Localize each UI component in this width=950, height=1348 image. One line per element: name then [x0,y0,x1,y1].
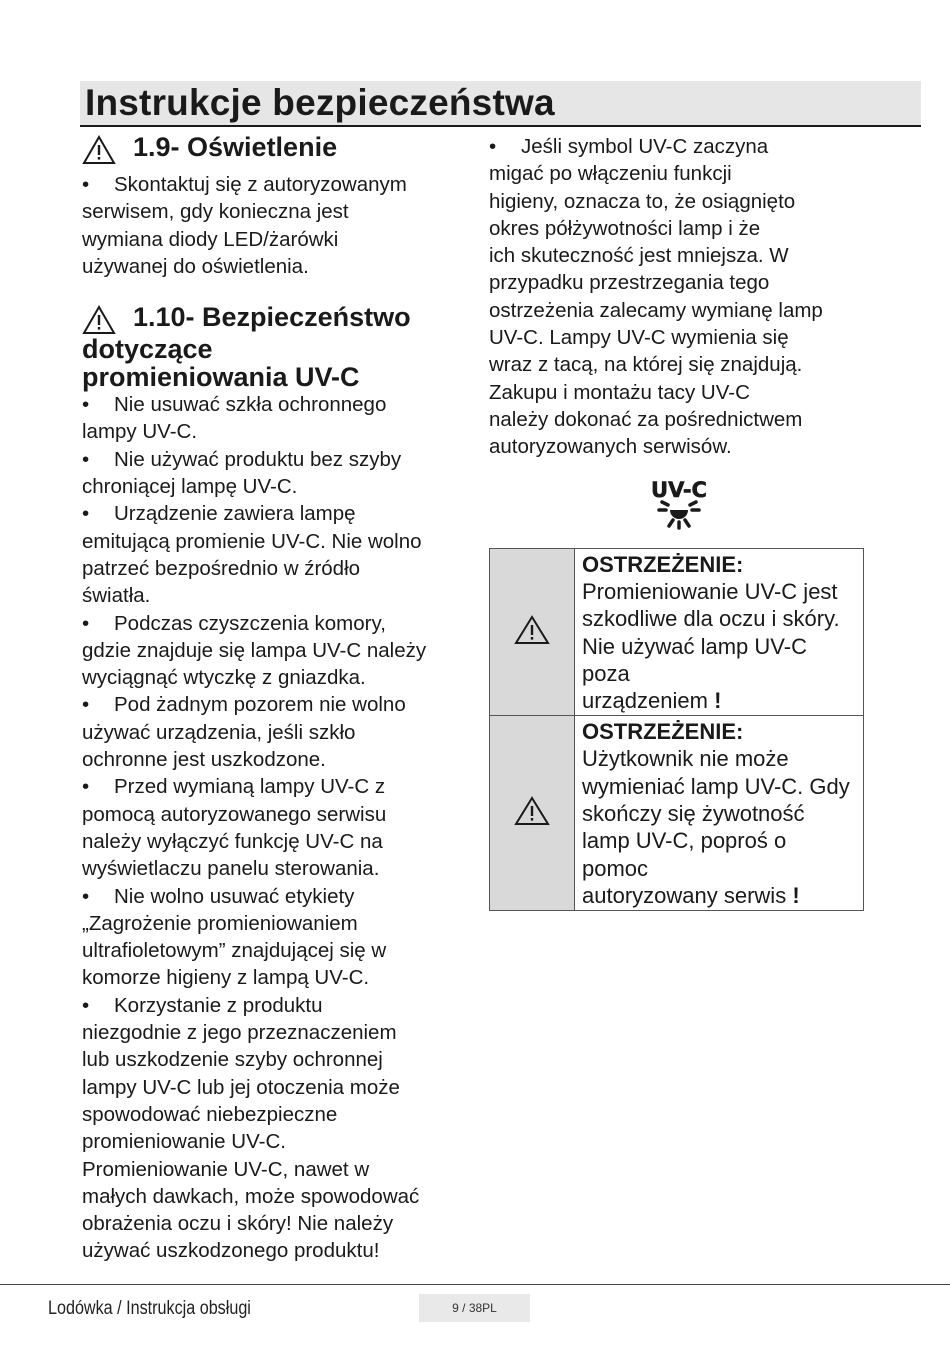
uv-c-lamp-icon [649,475,709,535]
bullet: • [82,993,90,1017]
section-1-10-line: ochronne jest uszkodzone. [82,748,326,772]
uvc-symbol-paragraph-line: higieny, oznacza to, że osiągnięto [489,189,796,213]
bullet: • [489,135,497,158]
warning-triangle-icon [514,615,550,645]
uvc-symbol-paragraph [489,133,869,461]
section-1-10-line: promieniowanie UV-C. [82,1130,286,1154]
warning-line: Nie używać lamp UV-C poza [582,633,807,686]
section-1-10-title-line3: promieniowania UV-C [82,362,360,393]
section-1-10-line: obrażenia oczu i skóry! Nie należy [82,1212,394,1236]
section-1-9-line: serwisem, gdy konieczna jest [82,200,349,224]
section-1-10-line: chroniącej lampę UV-C. [82,475,298,499]
section-1-10-line: gdzie znajduje się lampa UV-C należy [82,638,427,662]
section-1-10-line: niezgodnie z jego przeznaczeniem [82,1021,397,1045]
section-1-10-line: Promieniowanie UV-C, nawet w [82,1157,370,1181]
bullet: • [82,775,90,799]
warning-line: Promieniowanie UV-C jest [582,579,838,604]
footer-divider [0,1284,950,1285]
warning-exclamation: ! [714,688,722,714]
section-1-10-line: wyświetlaczu panelu sterowania. [82,857,380,881]
uvc-symbol-paragraph-line: • Jeśli symbol UV-C zaczyna [489,133,869,160]
warning-line: Użytkownik nie może [582,746,789,772]
section-1-10-line: małych dawkach, może spowodować [82,1184,420,1208]
section-1-10-line: pomocą autoryzowanego serwisu [82,802,387,826]
uvc-symbol-paragraph-line: Zakupu i montażu tacy UV-C [489,380,750,404]
section-1-10-line: używać uszkodzonego produktu! [82,1239,380,1263]
warning-exclamation: ! [792,882,800,908]
section-1-10-line: • Pod żadnym pozorem nie wolno [82,691,432,718]
uvc-symbol-paragraph-line: UV-C. Lampy UV-C wymienia się [489,326,789,350]
right-column [489,133,869,461]
bullet: • [82,447,90,471]
section-1-10-line: należy wyłączyć funkcję UV-C na [82,829,383,853]
section-1-10-line: używać urządzenia, jeśli szkło [82,720,356,744]
warning-line: skończy się żywotność [582,801,805,827]
section-1-10-line: • Podczas czyszczenia komory, [82,610,432,637]
uv-c-symbol-label: UV-C [651,478,707,502]
bullet: • [82,693,90,717]
bullet: • [82,173,90,196]
warning-icon-cell [490,549,575,716]
uvc-symbol-paragraph-line: ich skuteczność jest mniejsza. W [489,244,789,268]
bullet: • [82,884,90,908]
section-1-10-line: • Nie używać produktu bez szyby [82,446,432,473]
warning-line: urządzeniem ! [582,688,722,714]
warning-line: lamp UV-C, poproś o pomoc [582,828,787,881]
warning-triangle-icon [82,135,116,165]
section-1-10-line: lub uszkodzenie szyby ochronnej [82,1048,383,1072]
section-1-10-line: • Nie usuwać szkła ochronnego [82,391,432,418]
section-1-9-line: • Skontaktuj się z autoryzowanym [82,171,432,198]
bullet: • [82,502,90,526]
left-column [82,130,432,1265]
uvc-symbol-paragraph-line: wraz z tacą, na której się znajdują. [489,353,803,377]
section-1-9-line: wymiana diody LED/żarówki [82,227,339,251]
uvc-symbol-paragraph-line: należy dokonać za pośrednictwem [489,407,803,431]
section-1-10-body [82,391,432,1265]
footer-document-title: Lodówka / Instrukcja obsługi [48,1298,251,1319]
section-1-9-line: używanej do oświetlenia. [82,254,309,278]
warning-row [490,716,864,911]
warning-text-cell [575,549,864,716]
warning-title: OSTRZEŻENIE: [582,719,744,745]
section-1-10-line: patrzeć bezpośrednio w źródło [82,556,361,580]
uvc-symbol-paragraph-line: przypadku przestrzegania tego [489,271,770,295]
uvc-symbol-paragraph-line: ostrzeżenia zalecamy wymianę lamp [489,298,823,322]
warning-line: szkodliwe dla oczu i skóry. [582,606,840,632]
section-1-10-title-line2: dotyczące [82,334,213,365]
page-title: Instrukcje bezpieczeństwa [85,82,555,123]
page-header [80,81,921,127]
section-1-10-line: lampy UV-C lub jej otoczenia może [82,1075,400,1099]
warning-text-cell [575,716,864,911]
section-1-10-line: światła. [82,584,151,608]
uvc-symbol-paragraph-line: okres półżywotności lamp i że [489,216,761,240]
section-1-10-line: komorze higieny z lampą UV-C. [82,966,370,990]
warning-line: wymieniać lamp UV-C. Gdy [582,773,850,799]
section-1-9-body [82,171,432,280]
section-1-9-title: 1.9- Oświetlenie [133,132,338,162]
warning-triangle-icon [82,305,116,335]
section-1-10-line: emitującą promienie UV-C. Nie wolno [82,529,422,553]
section-1-10-line: • Korzystanie z produktu [82,992,432,1019]
warning-title: OSTRZEŻENIE: [582,552,744,577]
section-1-10-line: ultrafioletowym” znajdującej się w [82,939,387,963]
uvc-symbol-paragraph-line: autoryzowanych serwisów. [489,435,732,459]
section-1-10-line: lampy UV-C. [82,420,198,444]
section-1-10-line: wyciągnąć wtyczkę z gniazdka. [82,666,366,690]
bullet: • [82,611,90,635]
uvc-symbol-paragraph-line: migać po włączeniu funkcji [489,162,732,186]
section-1-9-heading [82,133,432,171]
section-1-10-line: „Zagrożenie promieniowaniem [82,911,358,935]
warnings-table [489,548,864,911]
warning-row [490,549,864,716]
warning-line: autoryzowany serwis ! [582,882,800,908]
section-1-10-line: spowodować niebezpieczne [82,1102,338,1126]
section-1-10-heading [82,303,432,335]
warning-icon-cell [490,716,575,911]
section-1-10-line: • Urządzenie zawiera lampę [82,500,432,527]
warning-triangle-icon [514,796,550,826]
section-1-10-line: • Przed wymianą lampy UV-C z [82,773,432,800]
section-1-10-line: • Nie wolno usuwać etykiety [82,883,432,910]
bullet: • [82,393,90,417]
page-number: 9 / 38PL [419,1294,530,1322]
section-1-10-title: 1.10- Bezpieczeństwo [133,302,411,333]
